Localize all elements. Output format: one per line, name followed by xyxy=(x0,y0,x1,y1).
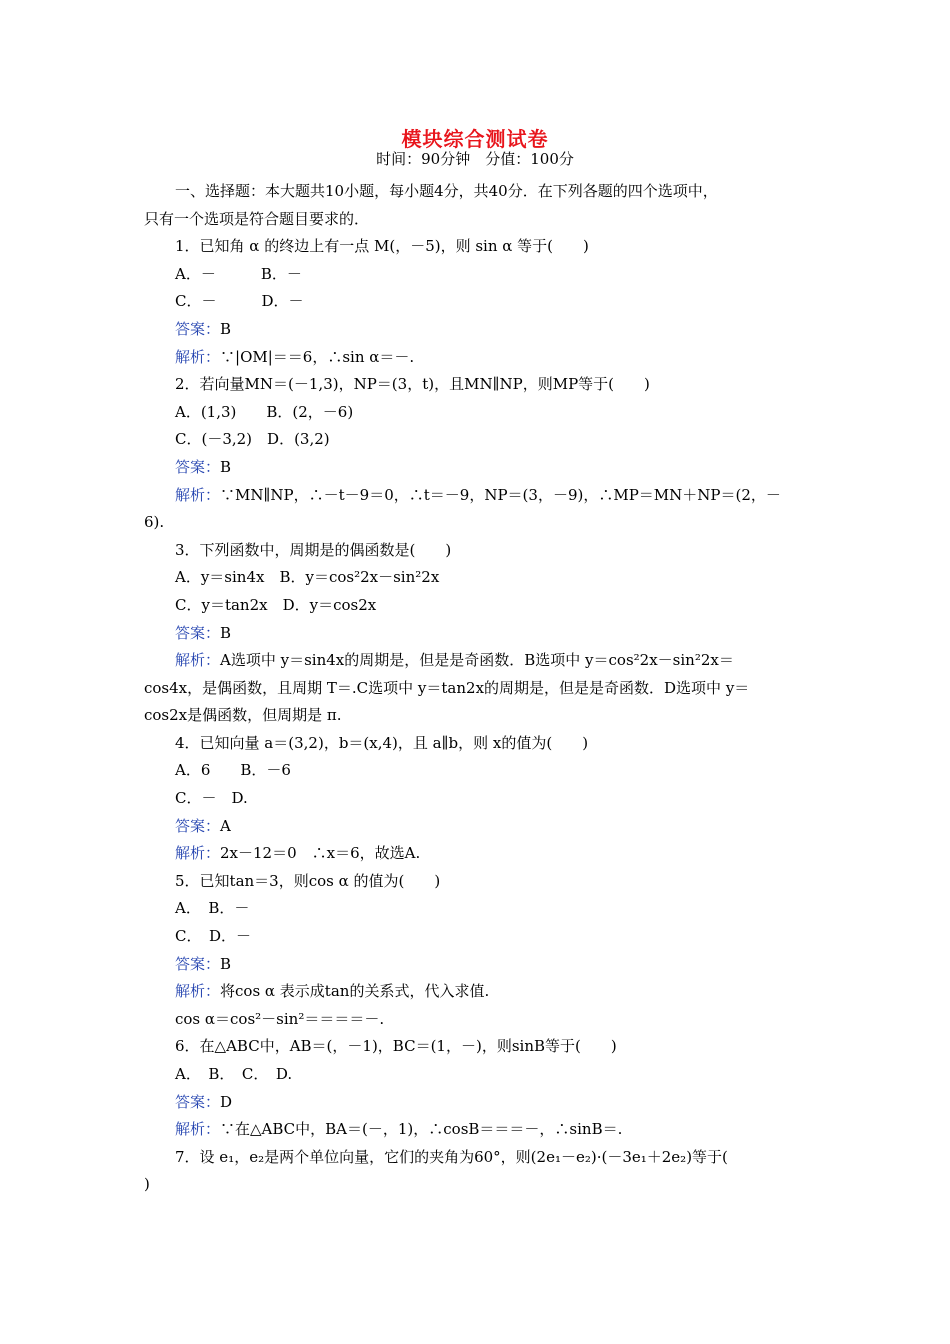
text-line xyxy=(144,233,808,261)
text-line xyxy=(144,840,808,868)
line-text: 将cos α 表示成tan的关系式，代入求值. xyxy=(220,982,490,1001)
line-text: cos α＝cos²－sin²＝＝＝＝－. xyxy=(175,1009,385,1028)
text-line xyxy=(144,923,808,951)
answer-label: 答案： xyxy=(175,319,221,338)
text-line xyxy=(144,316,808,344)
line-text: B xyxy=(220,457,232,476)
line-text: A．y＝sin4x B．y＝cos²2x－sin²2x xyxy=(175,568,440,587)
text-line xyxy=(144,454,808,482)
text-line xyxy=(144,482,808,510)
analysis-label: 解析： xyxy=(175,844,221,863)
text-line xyxy=(144,1006,808,1034)
analysis-label: 解析： xyxy=(175,485,221,504)
line-text: C．y＝tan2x D．y＝cos2x xyxy=(175,595,377,614)
line-text: 6．在△ABC中，AB＝(，－1)，BC＝(1，－)，则sinB等于( ) xyxy=(175,1037,617,1056)
text-line xyxy=(144,371,808,399)
text-line xyxy=(144,1089,808,1117)
text-line xyxy=(144,509,808,537)
text-line xyxy=(144,1144,808,1172)
line-text: A选项中 y＝sin4x的周期是，但是是奇函数．B选项中 y＝cos²2x－sin²2x＝ xyxy=(220,651,734,670)
line-text: 2．若向量MN＝(－1,3)，NP＝(3，t)，且MN∥NP，则MP等于( ) xyxy=(175,375,650,394)
analysis-label: 解析： xyxy=(175,651,221,670)
text-line xyxy=(144,813,808,841)
text-line xyxy=(144,564,808,592)
line-text: C．－ D．－ xyxy=(175,292,304,311)
text-line xyxy=(144,1061,808,1089)
line-text: cos4x，是偶函数，且周期 T＝.C选项中 y＝tan2x的周期是，但是是奇函数．D选项中 y＝ xyxy=(144,678,750,697)
text-line xyxy=(144,1033,808,1061)
text-line xyxy=(144,620,808,648)
line-text: A．(1,3) B．(2，－6) xyxy=(175,402,354,421)
line-text: 5．已知tan＝3，则cos α 的值为( ) xyxy=(175,871,441,890)
text-line xyxy=(144,868,808,896)
line-text: 只有一个选项是符合题目要求的． xyxy=(144,209,370,228)
line-text: 一、选择题：本大题共10小题，每小题4分，共40分．在下列各题的四个选项中， xyxy=(175,182,718,200)
line-text: ∵|OM|＝＝6，∴sin α＝－. xyxy=(220,347,415,366)
line-text: C．(－3,2) D．(3,2) xyxy=(175,430,330,449)
exam-info: 时间：90分钟 分值：100分 xyxy=(376,150,574,168)
analysis-label: 解析： xyxy=(175,347,221,366)
text-line xyxy=(144,592,808,620)
line-text: cos2x是偶函数，但周期是 π. xyxy=(144,706,342,725)
line-text: A．－ B．－ xyxy=(175,264,302,283)
line-text: A．6 B．－6 xyxy=(175,761,291,780)
text-line xyxy=(144,730,808,758)
answer-label: 答案： xyxy=(175,623,221,642)
text-line xyxy=(144,206,808,234)
text-line xyxy=(144,178,808,206)
line-text: A． B．－ xyxy=(175,899,250,918)
line-text: ) xyxy=(144,1175,150,1194)
line-text: 3．下列函数中，周期是的偶函数是( ) xyxy=(175,540,452,559)
line-text: 7．设 e₁，e₂是两个单位向量，它们的夹角为60°，则(2e₁－e₂)·(－3e₁＋2e₂)等于( xyxy=(175,1147,728,1166)
line-text: 2x－12＝0 ∴x＝6，故选A. xyxy=(220,844,421,863)
text-line xyxy=(144,702,808,730)
line-text: C．－ D. xyxy=(175,789,248,808)
line-text: 6). xyxy=(144,513,165,532)
analysis-label: 解析： xyxy=(175,1120,221,1139)
line-text: B xyxy=(220,623,232,642)
text-line xyxy=(144,537,808,565)
answer-label: 答案： xyxy=(175,816,221,835)
text-line xyxy=(144,1171,808,1199)
text-line xyxy=(144,785,808,813)
page-title: 模块综合测试卷 xyxy=(401,127,549,151)
text-line xyxy=(144,978,808,1006)
text-line xyxy=(144,675,808,703)
line-text: D xyxy=(220,1092,233,1111)
document-body xyxy=(144,178,808,1199)
text-line xyxy=(144,426,808,454)
line-text: C． D．－ xyxy=(175,927,252,946)
line-text: 4．已知向量 a＝(3,2)，b＝(x,4)，且 a∥b，则 x的值为( ) xyxy=(175,733,589,752)
text-line xyxy=(144,261,808,289)
text-line xyxy=(144,1116,808,1144)
text-line xyxy=(144,344,808,372)
line-text: ∵MN∥NP，∴－t－9＝0，∴t＝－9，NP＝(3，－9)，∴MP＝MN＋NP＝(2，－ xyxy=(220,485,781,504)
text-line xyxy=(144,288,808,316)
answer-label: 答案： xyxy=(175,954,221,973)
text-line xyxy=(144,895,808,923)
line-text: B xyxy=(220,954,232,973)
line-text: ∵在△ABC中，BA＝(－，1)，∴cosB＝＝＝－，∴sinB＝. xyxy=(220,1120,623,1139)
text-line xyxy=(144,951,808,979)
text-line xyxy=(144,757,808,785)
text-line xyxy=(144,399,808,427)
analysis-label: 解析： xyxy=(175,982,221,1001)
answer-label: 答案： xyxy=(175,457,221,476)
line-text: 1．已知角 α 的终边上有一点 M(，－5)，则 sin α 等于( ) xyxy=(175,237,589,256)
text-line xyxy=(144,647,808,675)
answer-label: 答案： xyxy=(175,1092,221,1111)
line-text: B xyxy=(220,319,232,338)
line-text: A． B． C． D. xyxy=(175,1065,293,1083)
line-text: A xyxy=(220,816,231,835)
